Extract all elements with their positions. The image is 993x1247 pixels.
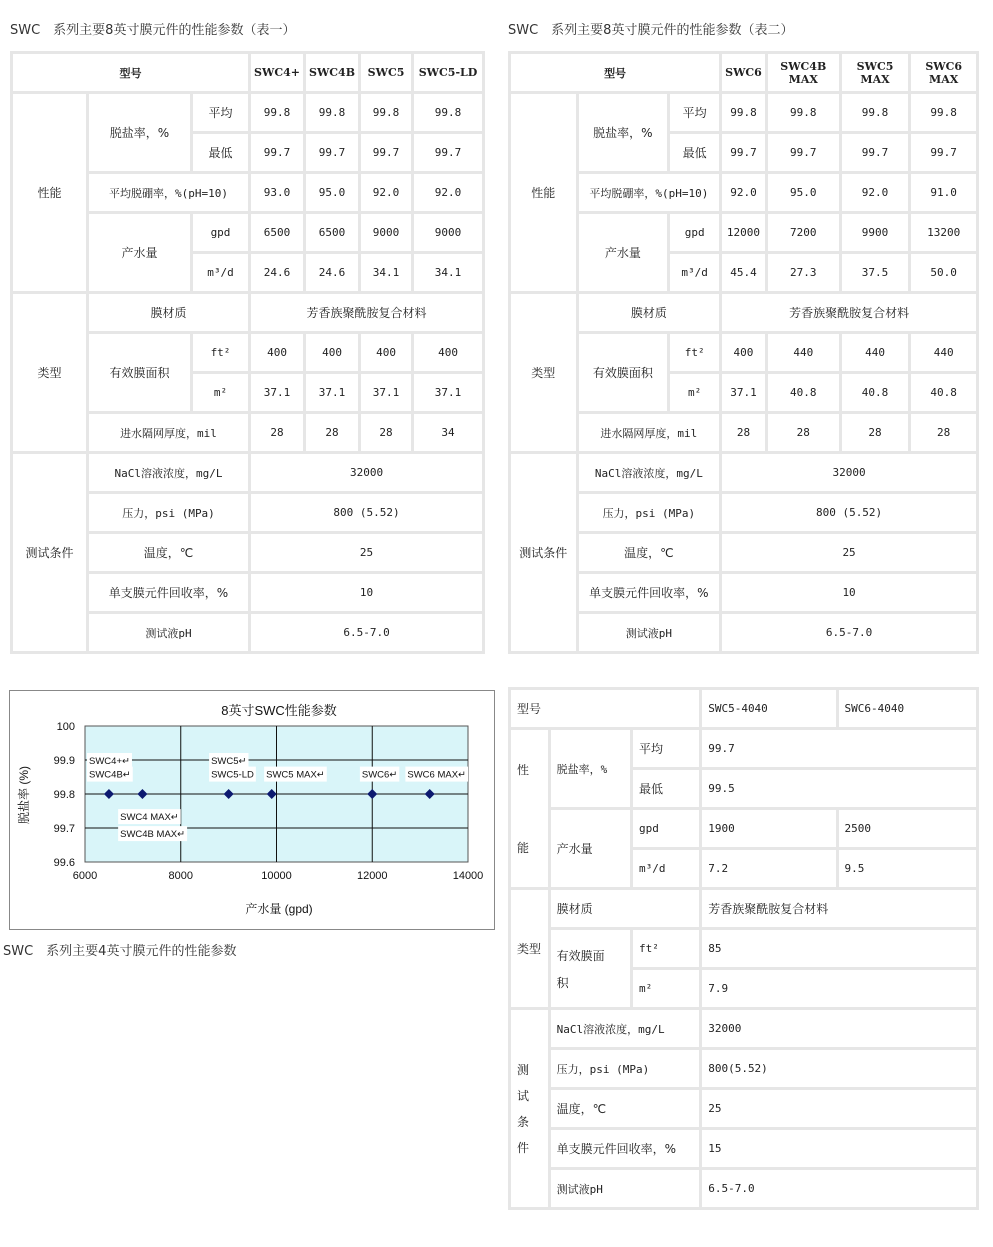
scatter-chart-box (9, 690, 495, 930)
recovery-value: 15 (702, 1130, 976, 1167)
data-label: SWC5↵ (211, 756, 247, 767)
pressure-label: 压力，psi (MPa) (579, 494, 720, 531)
x-tick-label: 12000 (356, 870, 388, 882)
table-row (511, 730, 976, 767)
model-name: SWC4B MAX (768, 54, 839, 91)
avg-label: 平均 (633, 730, 699, 767)
ph-label: 测试液pH (551, 1170, 700, 1207)
table1-title: SWC 系列主要8英寸膜元件的性能参数（表一） (10, 23, 296, 38)
nacl-label: NaCl溶液浓度，mg/L (579, 454, 720, 491)
table3-title: SWC 系列主要4英寸膜元件的性能参数 (3, 944, 237, 959)
cell: 99.8 (306, 94, 358, 131)
table-row (511, 94, 976, 131)
recovery-value: 10 (251, 574, 482, 611)
table2-title: SWC 系列主要8英寸膜元件的性能参数（表二） (508, 23, 794, 38)
cell: 34 (414, 414, 482, 451)
spec-table-1 (10, 51, 485, 654)
m2-value: 7.9 (702, 970, 976, 1007)
cell: 12000 (722, 214, 765, 251)
material-label: 膜材质 (89, 294, 248, 331)
cell: 400 (251, 334, 303, 371)
ft2-label: ft² (670, 334, 719, 371)
gpd-label: gpd (633, 810, 699, 847)
type-label: 类型 (13, 294, 86, 451)
cell: 24.6 (306, 254, 358, 291)
cell: 92.0 (722, 174, 765, 211)
y-tick-label: 99.9 (53, 755, 75, 767)
cell: 92.0 (414, 174, 482, 211)
perf-char: 性 (517, 762, 530, 777)
temp-label: 温度，℃ (579, 534, 720, 571)
area-label-line: 积 (556, 975, 569, 990)
table-row (511, 214, 976, 251)
cell: 95.0 (306, 174, 358, 211)
chart-title: 8英寸SWC性能参数 (221, 703, 337, 718)
table-row (511, 414, 976, 451)
cell: 2500 (839, 810, 976, 847)
temp-value: 25 (702, 1090, 976, 1127)
cell: 37.1 (414, 374, 482, 411)
avg-label: 平均 (193, 94, 248, 131)
y-tick-label: 99.8 (53, 789, 75, 801)
min-label: 最低 (633, 770, 699, 807)
pressure-value: 800 (5.52) (722, 494, 976, 531)
table-row (13, 54, 482, 91)
model-name: SWC5 (361, 54, 411, 91)
area-label: 有效膜面积 (579, 334, 668, 411)
temp-label: 温度，℃ (551, 1090, 700, 1127)
cell: 34.1 (361, 254, 411, 291)
temp-value: 25 (251, 534, 482, 571)
ph-value: 6.5-7.0 (722, 614, 976, 651)
cell: 7200 (768, 214, 839, 251)
table-row (511, 1010, 976, 1047)
ph-label: 测试液pH (579, 614, 720, 651)
cell: 440 (768, 334, 839, 371)
cell: 28 (722, 414, 765, 451)
cell: 99.7 (414, 134, 482, 171)
model-header: 型号 (13, 54, 248, 91)
cell: 95.0 (768, 174, 839, 211)
cell: 99.7 (842, 134, 909, 171)
nacl-label: NaCl溶液浓度，mg/L (551, 1010, 700, 1047)
data-label: SWC5-LD (211, 769, 254, 781)
cell: 28 (842, 414, 909, 451)
test-conditions-label: 测试条件 (511, 454, 576, 651)
test-char: 试 (517, 1088, 530, 1103)
pressure-value: 800(5.52) (702, 1050, 976, 1087)
model-name: SWC5-LD (414, 54, 482, 91)
cell: 9000 (414, 214, 482, 251)
material-value: 芳香族聚酰胺复合材料 (722, 294, 976, 331)
m3d-label: m³/d (670, 254, 719, 291)
cell: 440 (911, 334, 976, 371)
data-label: SWC6↵ (361, 769, 398, 781)
perf-label: 性能 (13, 94, 86, 291)
x-tick-label: 10000 (261, 870, 292, 882)
flow-label: 产水量 (551, 810, 630, 887)
cell: 40.8 (768, 374, 839, 411)
cell: 28 (251, 414, 303, 451)
x-tick-label: 6000 (72, 870, 98, 882)
scatter-chart (10, 691, 494, 929)
nacl-value: 32000 (722, 454, 976, 491)
cell: 99.8 (911, 94, 976, 131)
cell: 28 (768, 414, 839, 451)
cell: 6500 (251, 214, 303, 251)
cell: 9900 (842, 214, 909, 251)
y-tick-label: 99.7 (53, 823, 75, 835)
min-value: 99.5 (702, 770, 976, 807)
ph-value: 6.5-7.0 (702, 1170, 976, 1207)
data-label: SWC4B↵ (89, 769, 131, 781)
cell: 99.7 (251, 134, 303, 171)
m2-label: m² (193, 374, 248, 411)
cell: 99.7 (911, 134, 976, 171)
cell: 45.4 (722, 254, 765, 291)
salt-rejection-label: 脱盐率，% (579, 94, 668, 171)
gpd-label: gpd (193, 214, 248, 251)
model-name: SWC4B (306, 54, 358, 91)
cell: 37.5 (842, 254, 909, 291)
model-name: SWC5 MAX (842, 54, 909, 91)
cell: 99.8 (251, 94, 303, 131)
recovery-label: 单支膜元件回收率，% (579, 574, 720, 611)
cell: 440 (842, 334, 909, 371)
pressure-value: 800 (5.52) (251, 494, 482, 531)
nacl-label: NaCl溶液浓度，mg/L (89, 454, 248, 491)
cell: 27.3 (768, 254, 839, 291)
data-label: SWC4+↵ (89, 756, 130, 767)
table-row (511, 54, 976, 91)
cell: 34.1 (414, 254, 482, 291)
m2-label: m² (670, 374, 719, 411)
cell: 400 (361, 334, 411, 371)
perf-label: 性能 (511, 94, 576, 291)
flow-label: 产水量 (579, 214, 668, 291)
data-label: SWC5 MAX↵ (266, 769, 325, 781)
cell: 13200 (911, 214, 976, 251)
y-tick-label: 99.6 (53, 857, 75, 869)
min-label: 最低 (670, 134, 719, 171)
table-row (511, 890, 976, 927)
cell: 28 (911, 414, 976, 451)
table-row (511, 174, 976, 211)
cell: 93.0 (251, 174, 303, 211)
cell: 92.0 (361, 174, 411, 211)
area-label: 有效膜面积 (89, 334, 190, 411)
cell: 7.2 (702, 850, 835, 887)
cell: 99.8 (842, 94, 909, 131)
table-row (511, 294, 976, 331)
avg-label: 平均 (670, 94, 719, 131)
cell: 99.7 (722, 134, 765, 171)
ft2-label: ft² (633, 930, 699, 967)
m3d-label: m³/d (193, 254, 248, 291)
model-header: 型号 (511, 54, 719, 91)
test-conditions-label: 测试条件 (13, 454, 86, 651)
salt-rejection-label: 脱盐率，% (89, 94, 190, 171)
cell: 40.8 (911, 374, 976, 411)
cell: 40.8 (842, 374, 909, 411)
min-label: 最低 (193, 134, 248, 171)
salt-rejection-label: 脱盐率，% (551, 730, 630, 807)
cell: 6500 (306, 214, 358, 251)
cell: 99.8 (361, 94, 411, 131)
spacer-label: 进水隔网厚度，mil (89, 414, 248, 451)
model-name: SWC5-4040 (702, 690, 835, 727)
cell: 99.8 (722, 94, 765, 131)
table-row (511, 1170, 976, 1207)
cell: 99.8 (768, 94, 839, 131)
recovery-label: 单支膜元件回收率，% (551, 1130, 700, 1167)
table-row (13, 94, 482, 131)
cell: 99.8 (414, 94, 482, 131)
data-label: SWC4 MAX↵ (120, 812, 179, 824)
test-char: 测 (517, 1062, 530, 1077)
area-label-line: 有效膜面 (556, 948, 605, 963)
y-axis-label: 脱盐率 (%) (17, 766, 31, 824)
table-row (511, 574, 976, 611)
type-label: 类型 (511, 890, 548, 1007)
table-row (511, 930, 976, 967)
table-row (511, 810, 976, 847)
material-value: 芳香族聚酰胺复合材料 (702, 890, 976, 927)
model-name: SWC6-4040 (839, 690, 976, 727)
cell: 37.1 (251, 374, 303, 411)
x-tick-label: 14000 (452, 870, 484, 882)
nacl-value: 32000 (702, 1010, 976, 1047)
temp-value: 25 (722, 534, 976, 571)
test-char: 件 (517, 1140, 530, 1155)
y-tick-label: 100 (56, 721, 75, 733)
ft2-value: 85 (702, 930, 976, 967)
x-axis-label: 产水量 (gpd) (245, 902, 313, 916)
flow-label: 产水量 (89, 214, 190, 291)
avg-value: 99.7 (702, 730, 976, 767)
nacl-value: 32000 (251, 454, 482, 491)
ph-label: 测试液pH (89, 614, 248, 651)
cell: 99.7 (361, 134, 411, 171)
m2-label: m² (633, 970, 699, 1007)
ft2-label: ft² (193, 334, 248, 371)
table-row (511, 1090, 976, 1127)
spec-table-2 (508, 51, 979, 654)
cell: 400 (414, 334, 482, 371)
type-label: 类型 (511, 294, 576, 451)
test-conditions-label (511, 1010, 548, 1207)
perf-char: 能 (517, 840, 530, 855)
cell: 50.0 (911, 254, 976, 291)
cell: 400 (722, 334, 765, 371)
pressure-label: 压力，psi (MPa) (89, 494, 248, 531)
model-name: SWC6 MAX (911, 54, 976, 91)
table-row (511, 454, 976, 491)
cell: 37.1 (722, 374, 765, 411)
cell: 24.6 (251, 254, 303, 291)
perf-label (511, 730, 548, 887)
cell: 99.7 (306, 134, 358, 171)
table-row (511, 494, 976, 531)
recovery-label: 单支膜元件回收率，% (89, 574, 248, 611)
chart-plot-layer (54, 721, 484, 882)
test-char: 条 (517, 1114, 530, 1129)
data-label: SWC4B MAX↵ (120, 829, 186, 841)
model-name: SWC6 (722, 54, 765, 91)
cell: 28 (361, 414, 411, 451)
table-row (13, 454, 482, 491)
ph-value: 6.5-7.0 (251, 614, 482, 651)
area-label (551, 930, 630, 1007)
material-value: 芳香族聚酰胺复合材料 (251, 294, 482, 331)
temp-label: 温度，℃ (89, 534, 248, 571)
table-row (511, 690, 976, 727)
boron-label: 平均脱硼率，%(pH=10) (579, 174, 720, 211)
table-row (511, 614, 976, 651)
table-row (511, 534, 976, 571)
cell: 99.7 (768, 134, 839, 171)
cell: 28 (306, 414, 358, 451)
cell: 37.1 (306, 374, 358, 411)
material-label: 膜材质 (551, 890, 700, 927)
m3d-label: m³/d (633, 850, 699, 887)
spec-table-3 (508, 687, 979, 1210)
cell: 92.0 (842, 174, 909, 211)
boron-label: 平均脱硼率，%(pH=10) (89, 174, 248, 211)
cell: 1900 (702, 810, 835, 847)
table-row (511, 1130, 976, 1167)
cell: 400 (306, 334, 358, 371)
spacer-label: 进水隔网厚度，mil (579, 414, 720, 451)
table-row (13, 294, 482, 331)
model-header: 型号 (511, 690, 699, 727)
cell: 9.5 (839, 850, 976, 887)
data-label: SWC6 MAX↵ (407, 769, 467, 781)
pressure-label: 压力，psi (MPa) (551, 1050, 700, 1087)
cell: 91.0 (911, 174, 976, 211)
model-name: SWC4+ (251, 54, 303, 91)
table-row (511, 334, 976, 371)
cell: 37.1 (361, 374, 411, 411)
recovery-value: 10 (722, 574, 976, 611)
table-row (511, 1050, 976, 1087)
material-label: 膜材质 (579, 294, 720, 331)
gpd-label: gpd (670, 214, 719, 251)
cell: 9000 (361, 214, 411, 251)
x-tick-label: 8000 (168, 870, 193, 882)
